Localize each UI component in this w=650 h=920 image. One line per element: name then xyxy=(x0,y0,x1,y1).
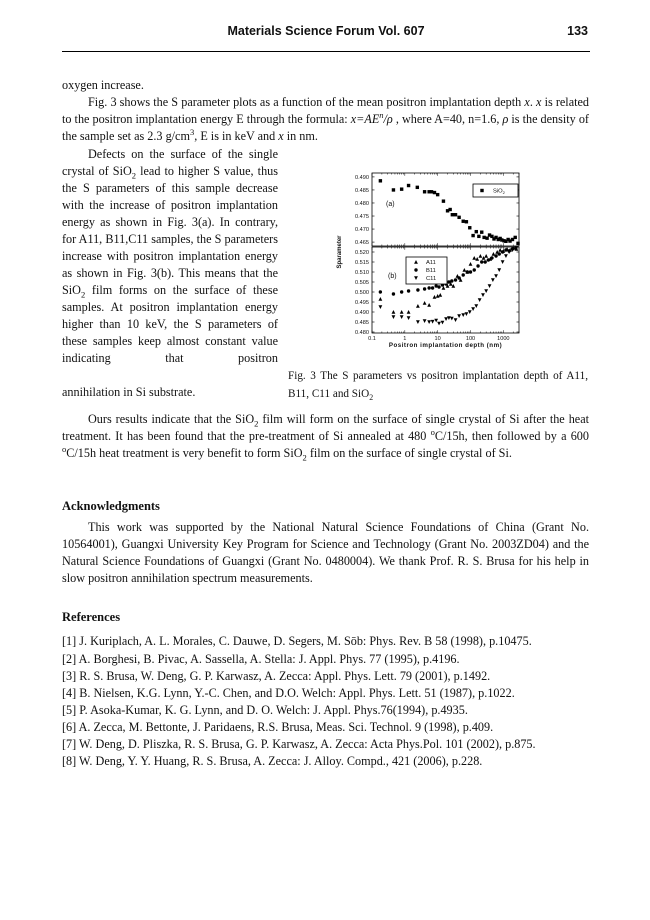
data-point-sio2 xyxy=(400,187,403,190)
data-point-a11 xyxy=(469,262,473,266)
running-header xyxy=(62,24,590,44)
y-tick-label: 0.510 xyxy=(355,270,369,276)
data-point-sio2 xyxy=(475,230,478,233)
data-point-c11 xyxy=(392,315,396,319)
data-point-c11 xyxy=(464,312,468,316)
data-point-sio2 xyxy=(480,230,483,233)
data-point-sio2 xyxy=(379,179,382,182)
data-point-c11 xyxy=(457,314,461,318)
reference-item: [2] A. Borghesi, B. Pivac, A. Sassella, A. Stella: J. Appl. Phys. 77 (1995), p.4196. xyxy=(62,652,460,666)
data-point-c11 xyxy=(507,250,511,254)
y-tick-label: 0.465 xyxy=(355,240,369,247)
acknowledgments-heading: Acknowledgments xyxy=(62,499,160,513)
data-point-c11 xyxy=(454,318,458,322)
data-point-sio2 xyxy=(392,188,395,191)
x-tick-label: 1000 xyxy=(497,336,510,342)
header-rule xyxy=(62,51,590,52)
legend-marker-b11 xyxy=(414,268,417,271)
data-point-sio2 xyxy=(430,190,433,193)
y-tick-label: 0.500 xyxy=(355,290,369,296)
data-point-c11 xyxy=(450,317,454,321)
data-point-c11 xyxy=(441,321,445,325)
data-point-c11 xyxy=(444,317,448,321)
data-point-b11 xyxy=(400,290,403,293)
data-point-sio2 xyxy=(442,199,445,202)
formula: $x=AE^n/\rho$ xyxy=(350,109,393,126)
paragraph-defects-last-line: annihilation in Si substrate. xyxy=(62,385,196,399)
data-point-sio2 xyxy=(433,191,436,194)
data-point-b11 xyxy=(447,280,450,283)
data-point-a11 xyxy=(407,310,411,314)
reference-item: [8] W. Deng, Y. Y. Huang, R. S. Brusa, A. Zecca: J. Alloy. Compd., 421 (2006), p.228. xyxy=(62,754,483,768)
data-point-sio2 xyxy=(516,242,519,245)
data-point-a11 xyxy=(478,254,482,258)
data-point-a11 xyxy=(400,310,404,314)
reference-item: [3] R. S. Brusa, W. Deng, G. P. Karwasz, A. Zecca: Appl. Phys. Lett. 79 (2001), p.1492. xyxy=(62,669,491,683)
y-tick-label: 0.470 xyxy=(355,227,369,234)
data-point-c11 xyxy=(494,274,498,278)
y-tick-label: 0.475 xyxy=(355,214,369,221)
data-point-a11 xyxy=(433,295,437,299)
y-axis-label: Sparameter xyxy=(337,235,343,269)
data-point-c11 xyxy=(497,268,501,272)
data-point-b11 xyxy=(494,254,497,257)
y-tick-label: 0.490 xyxy=(355,310,369,316)
data-point-a11 xyxy=(423,301,427,305)
data-point-sio2 xyxy=(407,184,410,187)
data-point-sio2 xyxy=(477,235,480,238)
page-number: 133 xyxy=(567,24,588,38)
data-point-c11 xyxy=(478,298,482,302)
paragraph-defects: Defects on the surface of the single crystal of SiO$_2$ lead to higher S value, thus the S parameters of this sample decrease with the increase of positron implantation energy as shown in Fig. 3(a). In contrary, for A11, B11,C11 samples, the S parameters increase with positron implantation energy as shown in Fig. 3(b). This means that the SiO$_2$ film forms on the surface of these samples. At positron implantation energy higher than 10 keV, the S parameters of these samples keep almost constant value indicating that positron xyxy=(62,147,278,365)
legend-label-b11: B11 xyxy=(426,268,436,274)
data-point-sio2 xyxy=(482,236,485,239)
data-point-a11 xyxy=(484,254,488,258)
legend-marker-sio2 xyxy=(480,189,483,192)
x-tick-label: 100 xyxy=(465,336,476,342)
data-point-b11 xyxy=(469,270,472,273)
data-point-c11 xyxy=(407,316,411,320)
data-point-b11 xyxy=(480,260,483,263)
data-point-c11 xyxy=(423,319,427,323)
journal-title: Materials Science Forum Vol. 607 xyxy=(227,24,425,38)
legend-label-c11: C11 xyxy=(426,276,437,282)
data-point-b11 xyxy=(431,286,434,289)
data-point-a11 xyxy=(472,256,476,260)
data-point-a11 xyxy=(378,297,382,301)
data-point-a11 xyxy=(416,304,420,308)
y-tick-label: 0.485 xyxy=(355,187,369,194)
y-tick-label: 0.520 xyxy=(355,250,369,256)
reference-item: [1] J. Kuriplach, A. L. Morales, C. Dauwe, D. Segers, M. Sōb: Phys. Rev. B 58 (1998), p.10475. xyxy=(62,634,532,648)
data-point-c11 xyxy=(471,307,475,311)
data-point-c11 xyxy=(400,315,404,319)
data-point-a11 xyxy=(438,293,442,297)
data-point-sio2 xyxy=(462,220,465,223)
data-point-b11 xyxy=(392,292,395,295)
references-heading: References xyxy=(62,610,121,624)
data-point-b11 xyxy=(450,279,453,282)
data-point-c11 xyxy=(501,260,505,264)
data-point-a11 xyxy=(462,268,466,272)
figure-caption: Fig. 3 The S parameters vs positron implantation depth of A11, B11, C11 and SiO$_2$ xyxy=(288,370,588,403)
data-point-b11 xyxy=(498,252,501,255)
x-axis-label: Positron implantation depth (nm) xyxy=(388,342,503,349)
reference-item: [6] A. Zecca, M. Bettonte, J. Paridaens, R.S. Brusa, Meas. Sci. Technol. 9 (1998), p.409. xyxy=(62,720,494,734)
data-point-b11 xyxy=(501,250,504,253)
data-point-c11 xyxy=(427,320,431,324)
data-point-sio2 xyxy=(436,193,439,196)
data-point-b11 xyxy=(476,264,479,267)
data-point-c11 xyxy=(431,320,435,324)
data-point-b11 xyxy=(423,287,426,290)
panel-label-a: (a) xyxy=(386,201,395,208)
data-point-c11 xyxy=(504,254,508,258)
y-tick-label: 0.505 xyxy=(355,280,369,286)
data-point-sio2 xyxy=(416,186,419,189)
paragraph-fig3-description: Fig. 3 shows the S parameter plots as a function of the mean positron implantation depth x. x is related to the positron implantation energy E through the formula: $x=AE^n/\rho$ , where A=40, n=1.6, ρ is the density of the sample set as 2.3 $g/cm^3$, E is in keV and x in nm. xyxy=(62,95,589,143)
data-point-sio2 xyxy=(468,226,471,229)
panel-label-b: (b) xyxy=(388,273,397,280)
data-point-c11 xyxy=(488,284,492,288)
data-point-c11 xyxy=(378,305,382,309)
figure-3-chart xyxy=(330,168,530,354)
data-point-b11 xyxy=(457,276,460,279)
y-tick-label: 0.515 xyxy=(355,260,369,266)
data-point-b11 xyxy=(490,256,493,259)
data-point-b11 xyxy=(427,286,430,289)
y-tick-label: 0.485 xyxy=(355,320,369,326)
x-tick-label: 0.1 xyxy=(368,336,376,342)
data-point-c11 xyxy=(461,313,465,317)
data-point-b11 xyxy=(466,270,469,273)
data-point-b11 xyxy=(473,268,476,271)
data-point-b11 xyxy=(504,248,507,251)
data-point-sio2 xyxy=(485,236,488,239)
reference-item: [5] P. Asoka-Kumar, K. G. Lynn, and D. O. Welch: J. Appl. Phys.76(1994), p.4935. xyxy=(62,703,468,717)
data-point-b11 xyxy=(379,290,382,293)
y-tick-label: 0.480 xyxy=(355,200,369,207)
data-point-sio2 xyxy=(457,216,460,219)
reference-item: [4] B. Nielsen, K.G. Lynn, Y.-C. Chen, and D.O. Welch: Appl. Phys. Lett. 51 (1987), p.1022. xyxy=(62,686,515,700)
reference-item: [7] W. Deng, D. Pliszka, R. S. Brusa, G. P. Karwasz, A. Zecca: Acta Phys.Pol. 101 (2002), p.875. xyxy=(62,737,536,751)
data-point-c11 xyxy=(491,278,495,282)
data-point-sio2 xyxy=(448,208,451,211)
data-point-sio2 xyxy=(465,220,468,223)
data-point-c11 xyxy=(484,289,488,293)
data-point-sio2 xyxy=(451,213,454,216)
data-point-b11 xyxy=(437,285,440,288)
y-tick-label: 0.495 xyxy=(355,300,369,306)
paragraph-conclusion: Ours results indicate that the SiO$_2$ film will form on the surface of single crystal of Si after the heat treatment. It has been found that the pre-treatment of Si annealed at 480 $^o$C/15h, then followed by a 600 $^o$C/15h heat treatment is very benefit to form SiO$_2$ film on the surface of single crystal of Si. xyxy=(62,412,589,463)
data-point-a11 xyxy=(427,303,431,307)
data-point-c11 xyxy=(481,293,485,297)
x-tick-label: 1 xyxy=(403,336,407,342)
data-point-b11 xyxy=(487,258,490,261)
data-point-sio2 xyxy=(454,213,457,216)
data-point-sio2 xyxy=(423,190,426,193)
x-tick-label: 10 xyxy=(434,336,441,342)
data-point-c11 xyxy=(437,322,441,326)
data-point-c11 xyxy=(468,310,472,314)
data-point-b11 xyxy=(483,260,486,263)
data-point-sio2 xyxy=(514,236,517,239)
data-point-b11 xyxy=(462,273,465,276)
legend-label-sio2: SiO$_2$ xyxy=(493,188,505,195)
data-point-b11 xyxy=(407,289,410,292)
legend-label-a11: A11 xyxy=(426,260,436,266)
y-tick-label: 0.490 xyxy=(355,174,369,181)
data-point-a11 xyxy=(475,257,479,261)
data-point-c11 xyxy=(474,304,478,308)
data-point-b11 xyxy=(416,288,419,291)
data-point-c11 xyxy=(416,320,420,324)
acknowledgments-text: This work was supported by the National Natural Science Foundations of China (Grant No. 10564001), Guangxi University Key Program for Science and Technology (Grant No. 2003ZD04) and the Natural Science Foundations of Guangxi (Grant No. 0480004). We thank Prof. R. S. Brusa for his help in slow positron annihilation spectrum measurements. xyxy=(62,520,589,585)
y-tick-label: 0.480 xyxy=(355,330,369,336)
data-point-b11 xyxy=(454,278,457,281)
paragraph-continuation: oxygen increase. xyxy=(62,78,144,92)
data-point-a11 xyxy=(392,310,396,314)
data-point-sio2 xyxy=(471,234,474,237)
